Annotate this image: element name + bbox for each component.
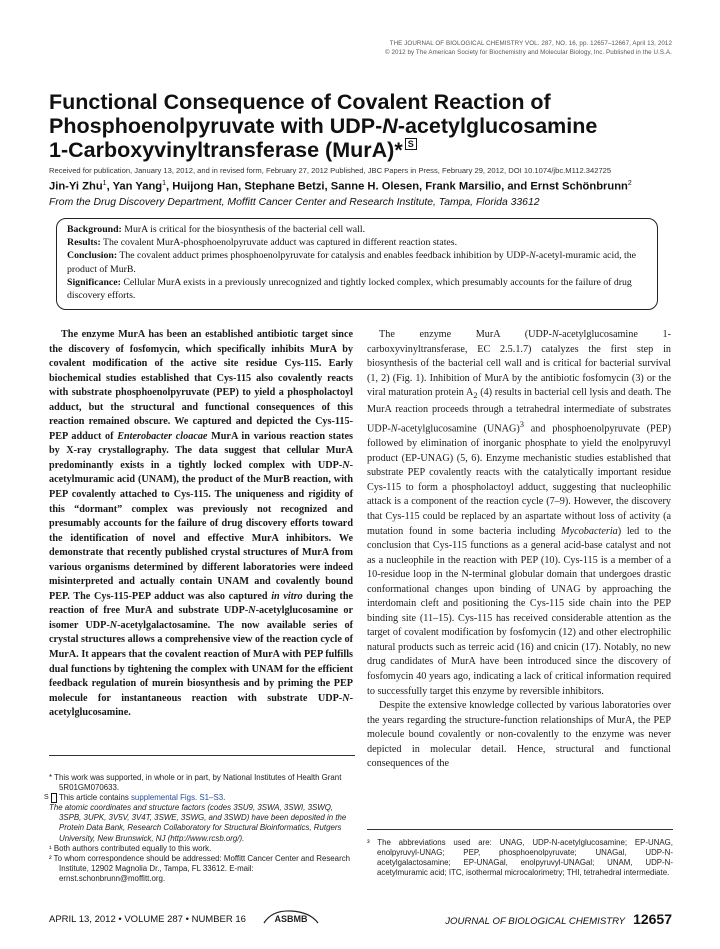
supplemental-footnote: S This article contains supplemental Figs. S1–S3. [44,793,226,803]
pdb-footnote: The atomic coordinates and structure factors (codes 3SU9, 3SWA, 3SWI, 3SWQ, 3SPB, 3UPK, 3V5V, 3V4T, 3SWE, 3SWG, and 3SWD) have been deposited in the Protein Data Bank, Research Collaboratory for Structural Bioinformatics, Rutgers University, New Brunswick, NJ (http://www.rcsb.org/). [49,803,347,843]
abstract-column [49,328,353,721]
svg-text:ASBMB: ASBMB [274,914,308,924]
body-column [367,328,671,772]
footer-journal-name: JOURNAL OF BIOLOGICAL CHEMISTRY [445,916,626,927]
supplemental-icon[interactable]: S [405,138,417,150]
structured-abstract-box [56,218,658,310]
abstract-paragraph: The enzyme MurA has been an established antibiotic target since the discovery of fosfomycin, which specifically inhibits MurA by covalent modification of the active site residue Cys-115. Early biochemical studies established that Cys-115 also covalently reacts with substrate phosphoenolpyruvate (PEP) to yield a phospholactoyl adduct, but the structural and functional consequences of this reaction remained obscure. We captured and depicted the Cys-115-PEP adduct of Enterobacter cloacae MurA in various reaction states by X-ray crystallography. The data suggest that cellular MurA predominantly exists in a tightly locked complex with UDP-N-acetylmuramic acid (UNAM), the product of the MurB reaction, with PEP covalently attached to Cys-115. The uniqueness and rigidity of this “dormant” complex was previously not recognized and presumably accounts for the failure of drug discovery efforts toward the identification of novel and effective MurA inhibitors. We demonstrate that recently published crystal structures of MurA from various organisms determined by different laboratories were indeed misinterpreted and actually contain UNAM and covalently bound PEP. The Cys-115-PEP adduct was also captured in vitro during the reaction of free MurA and substrate UDP-N-acetylglucosamine or isomer UDP-N-acetylgalactosamine. The now available series of crystal structures allows a comprehensive view of the reaction cycle of MurA. It appears that the covalent reaction of MurA with PEP fulfills dual functions by tightening the complex with UNAM for the efficient feedback regulation of murein biosynthesis and by priming the PEP molecule for instantaneous reaction with substrate UDP-N-acetylglucosamine. [49,329,354,719]
equal-contribution-footnote: ¹ Both authors contributed equally to this work. [49,843,212,853]
background-line: Background: MurA is critical for the biosynthesis of the bacterial cell wall. [67,224,366,235]
footer-issue-info: APRIL 13, 2012 • VOLUME 287 • NUMBER 16 [49,914,246,925]
abbreviations-footnote: ³ The abbreviations used are: UNAG, UDP-N-acetylglucosamine; EP-UNAG, enolpyruvyl-UNAG; PEP, phosphoenolpyruvate; UNAGal, UDP-N-acetylgalactosamine; EP-UNAGal, enolpyruvyl-UNAGal; UNAM, UDP-N-acetylmuramic acid; ITC, isothermal microcalorimetry; THI, tetrahedral intermediate. [367,838,673,878]
correspondence-footnote: ² To whom correspondence should be addressed: Moffitt Cancer Center and Research Institute, 12902 Magnolia Dr., Tampa, FL 33612. E-mail: ernst.schonbrunn@moffitt.org. [49,853,351,883]
left-footnotes [44,773,355,884]
supplemental-link[interactable]: supplemental Figs. S1–S3 [130,793,224,803]
affiliation: From the Drug Discovery Department, Moffitt Cancer Center and Research Institute, Tampa, Florida 33612 [49,197,540,208]
left-footnote-divider [49,755,355,756]
page-number: 12657 [633,911,672,927]
journal-header-line-2: © 2012 by The American Society for Biochemistry and Molecular Biology, Inc. Published in the U.S.A. [385,48,672,56]
journal-header-line-1: THE JOURNAL OF BIOLOGICAL CHEMISTRY VOL. 287, NO. 16, pp. 12657–12667, April 13, 2012 [389,40,672,47]
conclusion-line: Conclusion: The covalent adduct primes phosphoenolpyruvate for catalysis and enables feedback inhibition by UDP-N-acetyl-muramic acid, the product of MurB. [67,250,637,275]
received-dates: Received for publication, January 13, 2012, and in revised form, February 27, 2012 Published, JBC Papers in Press, February 29, 2012, DOI 10.1074/jbc.M112.342725 [49,166,612,175]
intro-paragraph-2: Despite the extensive knowledge collected by various laboratories over the years regarding the structure-function relationships of MurA, the PEP molecule bound covalently or non-covalently to the enzyme was never depicted in molecular detail. Hence, structural and functional consequences of the [367,700,671,770]
supplemental-icon-small: S [51,793,57,803]
title-line-1: Functional Consequence of Covalent Reaction of [49,90,551,114]
author-list: Jin-Yi Zhu$^1$, Yan Yang$^1$, Huijong Han, Stephane Betzi, Sanne H. Olesen, Frank Marsilio, and Ernst Schönbrunn$^2$ [49,180,632,193]
title-line-3: 1-Carboxyvinyltransferase (MurA)* S [49,138,679,162]
article-title [49,90,679,162]
intro-paragraph-1: The enzyme MurA (UDP-N-acetylglucosamine 1-carboxyvinyltransferase, EC 2.5.1.7) catalyzes the first step in biosynthesis of the bacterial cell wall and is critical for bacterial survival (1, 2) (Fig. 1). Inhibition of MurA by the antibiotic fosfomycin (3) or the viral maturation protein $A_2$ (4) results in bacterial cell lysis and death. The MurA reaction proceeds through a tetrahedral intermediate of substrates UDP-N-acetylglucosamine (UNAG)$^3$ and phosphoenolpyruvate (PEP) followed by elimination of inorganic phosphate to yield the enolpyruvyl product (EP-UNAG) (5, 6). Enzyme mechanistic studies established that substrate PEP covalently reacts with the catalytically important residue Cys-115 to form a phospholactoyl adduct, suggesting that nucleophilic attack is a component of the reaction cycle (7–9). However, the discovery that Cys-115 could be replaced by an aspartate without loss of activity (a mutation found in some bacteria including Mycobacteria) led to the conclusion that Cys-115 functions as a general acid-base catalyst and not as a nucleophile in the reaction with PEP (10). Cys-115 is a member of a 10-residue loop in the N-terminal globular domain that undergoes drastic conformational changes upon binding of UNAG by approaching the interdomain cleft and positioning the Cys-115 side chain into the PEP binding site (11–15). Cys-115 has received considerable attention as the target of covalent modification by fosfomycin (12) and other electrophilic natural products such as terreic acid (16) and cnicin (17). Notably, no new drug candidates of MurA have been introduced since the discovery of fosfomycin 40 years ago, indicating a lack of critical information required to successfully target this enzyme by reversible inhibitors. [367,329,672,697]
right-footnote-divider [367,829,673,830]
significance-line: Significance: Cellular MurA exists in a previously unrecognized and tightly locked complex, which presumably accounts for the failure of drug discovery efforts. [67,276,632,302]
results-line: Results: The covalent MurA-phosphoenolpyruvate adduct was captured in different reaction states. [67,237,458,249]
title-line-2: Phosphoenolpyruvate with UDP-N-acetylglucosamine [49,114,598,138]
footer-journal-page [445,911,672,927]
asbmb-logo [262,908,320,926]
funding-footnote: * This work was supported, in whole or in part, by National Institutes of Health Grant 5R01GM070633. [49,773,342,793]
funding-marker: * [394,138,403,162]
journal-header [385,40,672,57]
